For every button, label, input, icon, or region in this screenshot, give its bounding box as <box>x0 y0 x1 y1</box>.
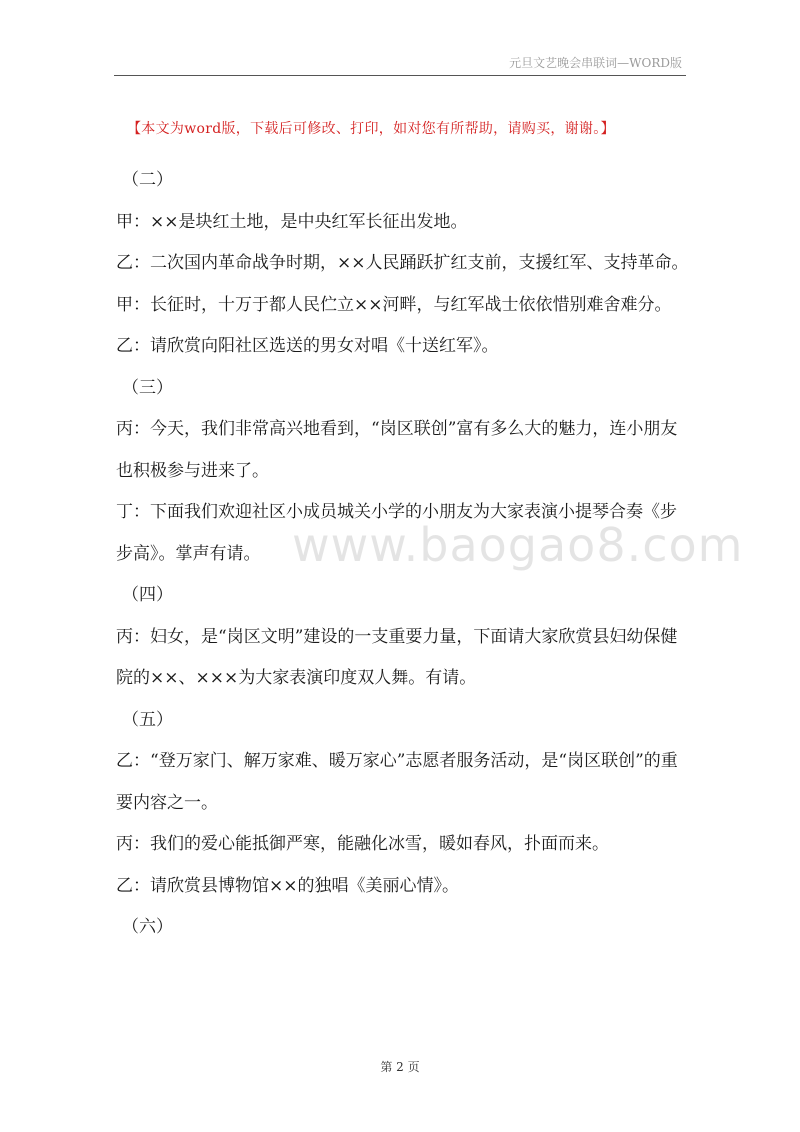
page-header-title: 元旦文艺晚会串联词—WORD版 <box>509 56 682 70</box>
dialogue-line: 乙：“登万家门、解万家难、暖万家心”志愿者服务活动，是“岗区联创”的重要内容之一。 <box>116 751 678 813</box>
dialogue-line: 乙：二次国内革命战争时期，××人民踊跃扩红支前，支援红军、支持革命。 <box>116 253 689 273</box>
dialogue-line: 乙：请欣赏向阳社区选送的男女对唱《十送红军》。 <box>116 336 499 356</box>
page-number: 第 2 页 <box>380 1060 420 1074</box>
dialogue-line: 甲：长征时，十万于都人民伫立××河畔，与红军战士依依惜别难舍难分。 <box>116 294 672 315</box>
download-notice: 【本文为word版，下载后可修改、打印，如对您有所帮助，请购买，谢谢。】 <box>127 121 615 137</box>
section-heading: （四） <box>122 585 173 605</box>
header-divider <box>114 75 686 76</box>
section-heading: （六） <box>122 917 173 937</box>
dialogue-line: 丙：妇女，是“岗区文明”建设的一支重要力量，下面请大家欣赏县妇幼保健院的××、×××为大家表演印度双人舞。有请。 <box>116 626 678 688</box>
dialogue-line: 甲：××是块红土地，是中央红军长征出发地。 <box>116 211 468 232</box>
section-heading: （三） <box>122 377 173 398</box>
dialogue-line: 丁：下面我们欢迎社区小成员城关小学的小朋友为大家表演小提琴合奏《步步高》。掌声有请。 <box>116 502 677 564</box>
section-heading: （五） <box>122 709 173 730</box>
dialogue-line: 乙：请欣赏县博物馆××的独唱《美丽心情》。 <box>116 875 459 896</box>
section-heading: （二） <box>122 170 173 190</box>
watermark-text: www.baogao8.com <box>292 518 744 572</box>
dialogue-line: 丙：今天，我们非常高兴地看到，“岗区联创”富有多么大的魅力，连小朋友也积极参与进来了。 <box>116 419 678 481</box>
dialogue-line: 丙：我们的爱心能抵御严寒，能融化冰雪，暖如春风，扑面而来。 <box>116 834 609 854</box>
